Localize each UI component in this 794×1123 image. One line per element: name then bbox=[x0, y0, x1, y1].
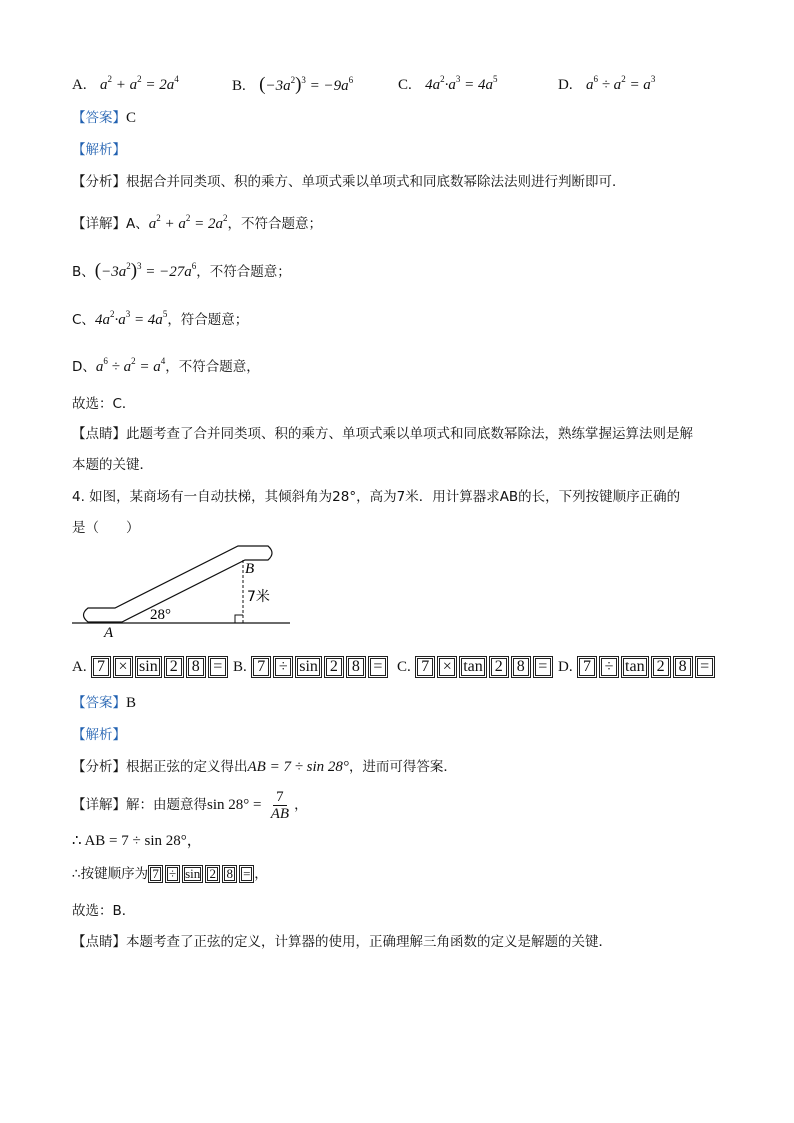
q4-stem-line2: 是（ ） bbox=[72, 520, 140, 536]
calculator-key: ÷ bbox=[599, 656, 619, 678]
q4-choose: 故选：B． bbox=[72, 903, 136, 919]
q3-option-a: A. $a^2 + a^2 = 2a^4$ bbox=[72, 74, 179, 93]
q3-analysis-heading: 【解析】 bbox=[72, 142, 126, 158]
calculator-key: 2 bbox=[324, 656, 344, 678]
calculator-key: ÷ bbox=[165, 865, 180, 883]
fraction: $\frac{7}{AB}$ bbox=[270, 788, 290, 822]
key-sequence bbox=[251, 656, 388, 678]
q4-option-c: C. 7 × tan 2 8 = bbox=[397, 656, 553, 678]
q4-answer: 【答案】B bbox=[72, 695, 137, 711]
escalator-outline bbox=[84, 546, 273, 622]
calculator-key: 8 bbox=[186, 656, 206, 678]
calculator-key: ÷ bbox=[273, 656, 293, 678]
q4-analysis-heading: 【解析】 bbox=[72, 727, 126, 743]
label-angle: 28° bbox=[150, 607, 171, 623]
q3-dianjing-line2: 本题的关键． bbox=[72, 457, 153, 473]
q3-detail-c: C、$4a^2\cdot a^3 = 4a^5$，符合题意； bbox=[72, 309, 249, 328]
q4-therefore1: ∴ AB = 7 ÷ sin 28°， bbox=[72, 833, 202, 849]
q4-fenxi: 【分析】根据正弦的定义得出AB = 7 ÷ sin 28°，进而可得答案． bbox=[72, 759, 457, 775]
calculator-key: 7 bbox=[577, 656, 597, 678]
q4-dianjing: 【点睛】本题考查了正弦的定义，计算器的使用，正确理解三角函数的定义是解题的关键． bbox=[72, 934, 612, 950]
calculator-key: = bbox=[239, 865, 254, 883]
q3-detail-b: B、$(-3a^2)^3 = -27a^6$，不符合题意； bbox=[72, 260, 291, 281]
calculator-key: 2 bbox=[651, 656, 671, 678]
key-sequence bbox=[91, 656, 228, 678]
q4-option-b: B. 7 ÷ sin 2 8 = bbox=[233, 656, 388, 678]
key-sequence bbox=[148, 865, 254, 883]
q3-option-b: B. $(-3a^2)^3 = -9a^6$ bbox=[232, 74, 354, 95]
key-sequence bbox=[577, 656, 715, 678]
calculator-key: 8 bbox=[673, 656, 693, 678]
calculator-key: tan bbox=[621, 656, 649, 678]
calculator-key: 7 bbox=[91, 656, 111, 678]
calculator-key: = bbox=[208, 656, 228, 678]
q3-choose: 故选：C． bbox=[72, 396, 136, 412]
calculator-key: sin bbox=[135, 656, 162, 678]
q4-detail: 【详解】解：由题意得sin 28° = $\frac{7}{AB}$ ， bbox=[72, 788, 308, 822]
q3-dianjing: 【点睛】此题考查了合并同类项、积的乘方、单项式乘以单项式和同底数幂除法，熟练掌握运算法则是解 bbox=[72, 426, 693, 442]
q4-stem-line1: 4. 如图，某商场有一自动扶梯，其倾斜角为28°，高为7米．用计算器求AB的长，下列按键顺序正确的 bbox=[72, 489, 681, 505]
calculator-key: × bbox=[437, 656, 457, 678]
calculator-key: 2 bbox=[489, 656, 509, 678]
calculator-key: = bbox=[695, 656, 715, 678]
calculator-key: sin bbox=[295, 656, 322, 678]
calculator-key: 2 bbox=[164, 656, 184, 678]
calculator-key: × bbox=[113, 656, 133, 678]
q3-answer: 【答案】C bbox=[72, 110, 137, 126]
q4-option-a: A. 7 × sin 2 8 = bbox=[72, 656, 228, 678]
calculator-key: 7 bbox=[148, 865, 163, 883]
calculator-key: tan bbox=[459, 656, 487, 678]
calculator-key: 8 bbox=[346, 656, 366, 678]
q4-option-d: D. 7 ÷ tan 2 8 = bbox=[558, 656, 715, 678]
calculator-key: 7 bbox=[251, 656, 271, 678]
label-height: 7米 bbox=[247, 589, 270, 605]
q3-detail-a: 【详解】A、$a^2 + a^2 = 2a^2$，不符合题意； bbox=[72, 213, 322, 232]
calculator-key: = bbox=[368, 656, 388, 678]
calculator-key: 2 bbox=[205, 865, 220, 883]
calculator-key: 8 bbox=[222, 865, 237, 883]
calculator-key: 8 bbox=[511, 656, 531, 678]
q3-option-d: D. $a^6 \div a^2 = a^3$ bbox=[558, 74, 656, 93]
q3-fenxi: 【分析】根据合并同类项、积的乘方、单项式乘以单项式和同底数幂除法法则进行判断即可． bbox=[72, 174, 626, 190]
escalator-figure bbox=[70, 540, 310, 640]
calculator-key: sin bbox=[182, 865, 203, 883]
calculator-key: 7 bbox=[415, 656, 435, 678]
label-a: A bbox=[104, 625, 114, 640]
key-sequence bbox=[415, 656, 553, 678]
q3-detail-d: D、$a^6 \div a^2 = a^4$，不符合题意， bbox=[72, 356, 260, 375]
q3-option-c: C. $4a^2\cdot a^3 = 4a^5$ bbox=[398, 74, 498, 93]
label-b: B bbox=[245, 561, 255, 577]
calculator-key: = bbox=[533, 656, 553, 678]
q4-therefore2: ∴按键顺序为 7 ÷ sin 2 8 = ， bbox=[72, 866, 268, 882]
right-angle-mark bbox=[235, 615, 243, 623]
